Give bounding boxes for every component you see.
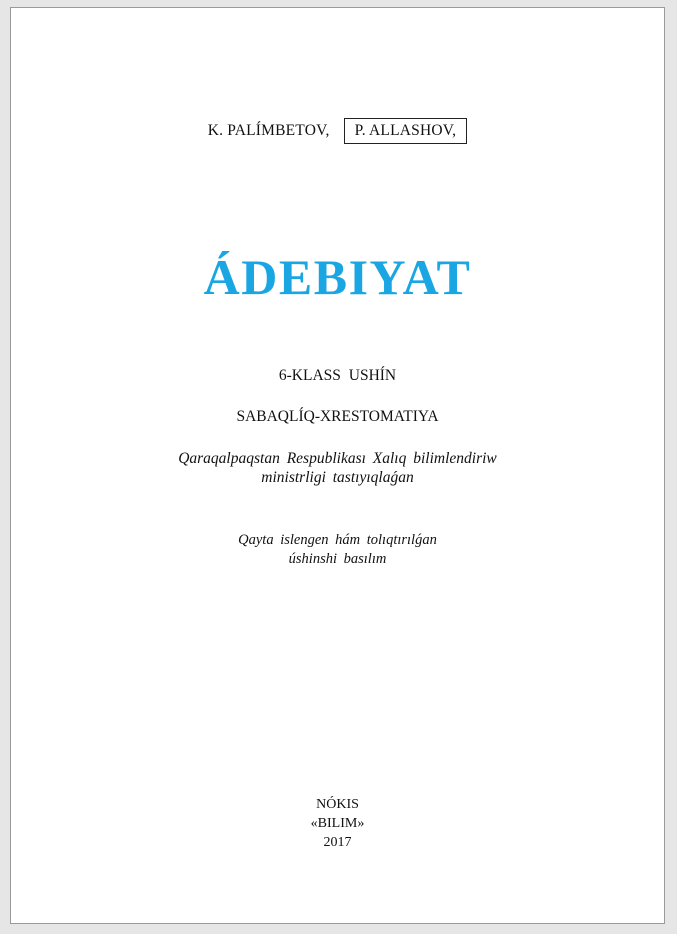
imprint — [11, 795, 664, 852]
imprint-year: 2017 — [323, 835, 352, 850]
imprint-publisher: «BILIM» — [310, 816, 365, 831]
book-title: ÁDEBIYAT — [203, 249, 472, 305]
document-page — [10, 7, 665, 924]
edition-line-2: úshinshi basılım — [288, 551, 387, 567]
edition-line-1: Qayta islengen hám tolıqtırılǵan — [238, 532, 437, 548]
grade-label: 6-KLASS USHÍN — [278, 367, 397, 384]
genre-label: SABAQLÍQ-XRESTOMATIYA — [236, 408, 439, 425]
author-first: K. PALÍMBETOV, — [207, 122, 330, 139]
author-second-boxed: P. ALLASHOV, — [344, 118, 468, 144]
approval-line-1: Qaraqalpaqstan Respublikası Xalıq bilimlendiriw — [178, 450, 497, 467]
edition-note — [11, 531, 664, 569]
approval-note — [11, 449, 664, 487]
imprint-city: NÓKIS — [316, 797, 359, 812]
approval-line-2: ministrligi tastıyıqlaǵan — [261, 469, 414, 486]
authors-line — [11, 118, 664, 144]
